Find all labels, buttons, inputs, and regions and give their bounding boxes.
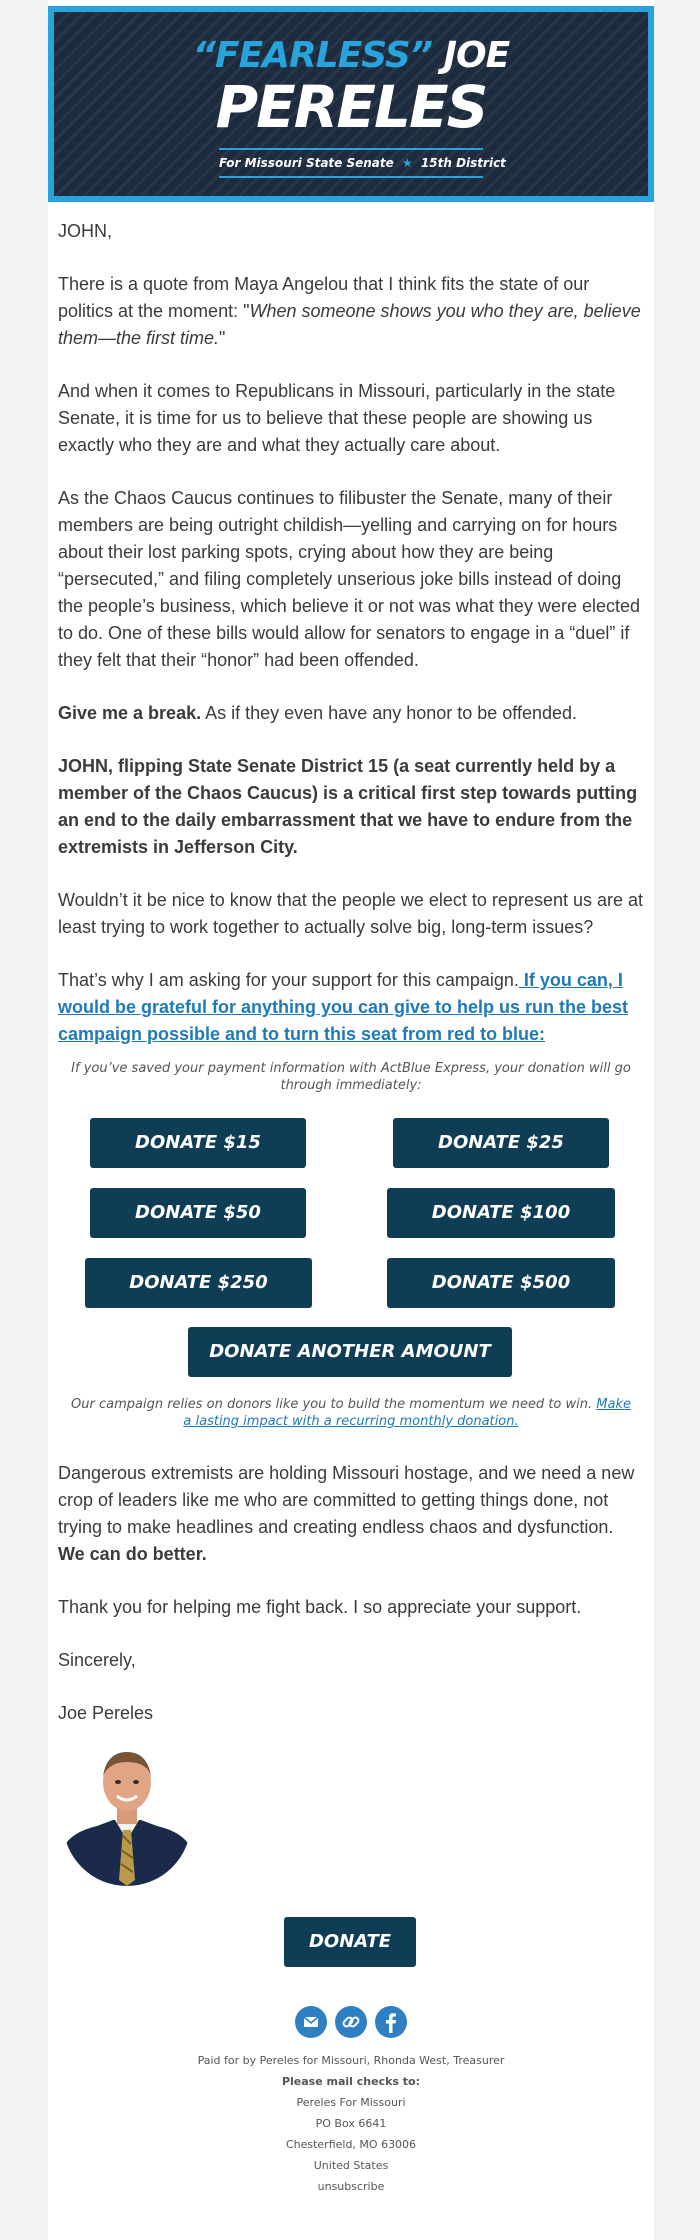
logo-pereles: PERELES [215,73,487,141]
district-15-bold: JOHN, flipping State Senate District 15 (a seat currently held by a member of the Chaos Caucus) is a critical first step towards putting an end to the daily embarrassment that we have to endure from the extremists in Jefferson City. [58,756,638,857]
recurring-text: Our campaign relies on donors like you to build the momentum we need to win. [71,1397,597,1412]
recurring-donation-link[interactable]: Make a lasting impact with a recurring monthly donation. [183,1397,631,1429]
candidate-portrait [63,1740,191,1886]
paragraph-republicans: And when it comes to Republicans in Missouri, particularly in the state Senate, it is time for us to believe that these people are showing us exactly who they are and what they actually care about. [58,381,616,455]
signature-name: Joe Pereles [58,1703,154,1723]
salutation: JOHN, [58,221,112,241]
donate-another-amount-button[interactable]: DONATE ANOTHER AMOUNT [188,1327,512,1377]
donate-button[interactable]: DONATE [284,1917,416,1967]
email-icon[interactable] [295,2006,327,2038]
address-line-2: PO Box 6641 [315,2117,387,2130]
ask-text: That’s why I am asking for your support for this campaign. [58,970,519,990]
unsubscribe-link[interactable]: unsubscribe [317,2180,385,2193]
extremists-text: Dangerous extremists are holding Missouri hostage, and we need a new crop of leaders like me who are committed to getting things done, not trying to make headlines and creating endless chaos and dysfunction. [58,1463,635,1537]
donate-25-button[interactable]: DONATE $25 [393,1118,609,1168]
star-icon: ★ [401,156,413,170]
paragraph-work-together: Wouldn’t it be nice to know that the people we elect to represent us are at least trying to work together to actually solve big, long-term issues? [58,890,644,937]
footer [48,2050,654,2197]
honor-text: As if they even have any honor to be offended. [201,703,578,723]
donate-250-button[interactable]: DONATE $250 [85,1258,312,1308]
letter-closing [58,1460,644,1753]
address-line-1: Pereles For Missouri [296,2096,406,2109]
we-can-do-better: We can do better. [58,1544,207,1564]
letter-body [58,218,644,1094]
email-container [48,0,654,2240]
mail-checks-heading: Please mail checks to: [281,2075,421,2088]
quote-intro: There is a quote from Maya Angelou that I think fits the state of our politics at the moment: " [58,274,590,321]
paid-for-disclaimer: Paid for by Pereles for Missouri, Rhonda West, Treasurer [197,2054,505,2067]
paragraph-give-me-a-break [58,700,644,727]
tagline-office: For Missouri State Senate [219,156,394,170]
paragraph-district-15 [58,753,644,861]
recurring-note [68,1396,634,1430]
tagline-district: 15th District [420,156,506,170]
logo-joe: JOE [443,35,510,76]
donate-15-button[interactable]: DONATE $15 [90,1118,306,1168]
give-me-a-break: Give me a break. [58,703,202,723]
paragraph-extremists [58,1460,644,1568]
logo-fearless: “FEARLESS” [192,35,433,76]
donate-500-button[interactable]: DONATE $500 [387,1258,615,1308]
quote-text: When someone shows you who they are, believe them—the first time. [58,301,641,348]
address-line-4: United States [313,2159,389,2172]
logo-tagline [219,148,506,178]
logo [54,12,648,196]
logo-line-1 [54,36,648,76]
link-icon[interactable] [335,2006,367,2038]
signoff: Sincerely, [58,1650,136,1670]
donate-ask-link[interactable]: If you can, I would be grateful for anything you can give to help us run the best campaign possible and to turn this seat from red to blue: [58,970,629,1044]
candidate-photo [63,1740,191,1886]
address-line-3: Chesterfield, MO 63006 [285,2138,417,2151]
social-links [48,2006,654,2038]
paragraph-ask [58,967,644,1048]
header-banner [48,6,654,202]
facebook-icon[interactable] [375,2006,407,2038]
paragraph-thank-you: Thank you for helping me fight back. I so appreciate your support. [58,1597,582,1617]
quote-close: " [219,328,226,348]
donate-100-button[interactable]: DONATE $100 [387,1188,615,1238]
paragraph-chaos-caucus: As the Chaos Caucus continues to filibuster the Senate, many of their members are being outright childish—yelling and carrying on for hours about their lost parking spots, crying about how they are being “persecuted,” and filing completely unserious joke bills instead of doing the people’s business, which believe it or not was what they were elected to do. One of these bills would allow for senators to engage in a “duel” if they felt that their “honor” had been offended. [58,488,641,670]
paragraph-quote [58,271,644,352]
actblue-express-note: If you’ve saved your payment information with ActBlue Express, your donation will go through immediately: [71,1061,631,1093]
donate-50-button[interactable]: DONATE $50 [90,1188,306,1238]
